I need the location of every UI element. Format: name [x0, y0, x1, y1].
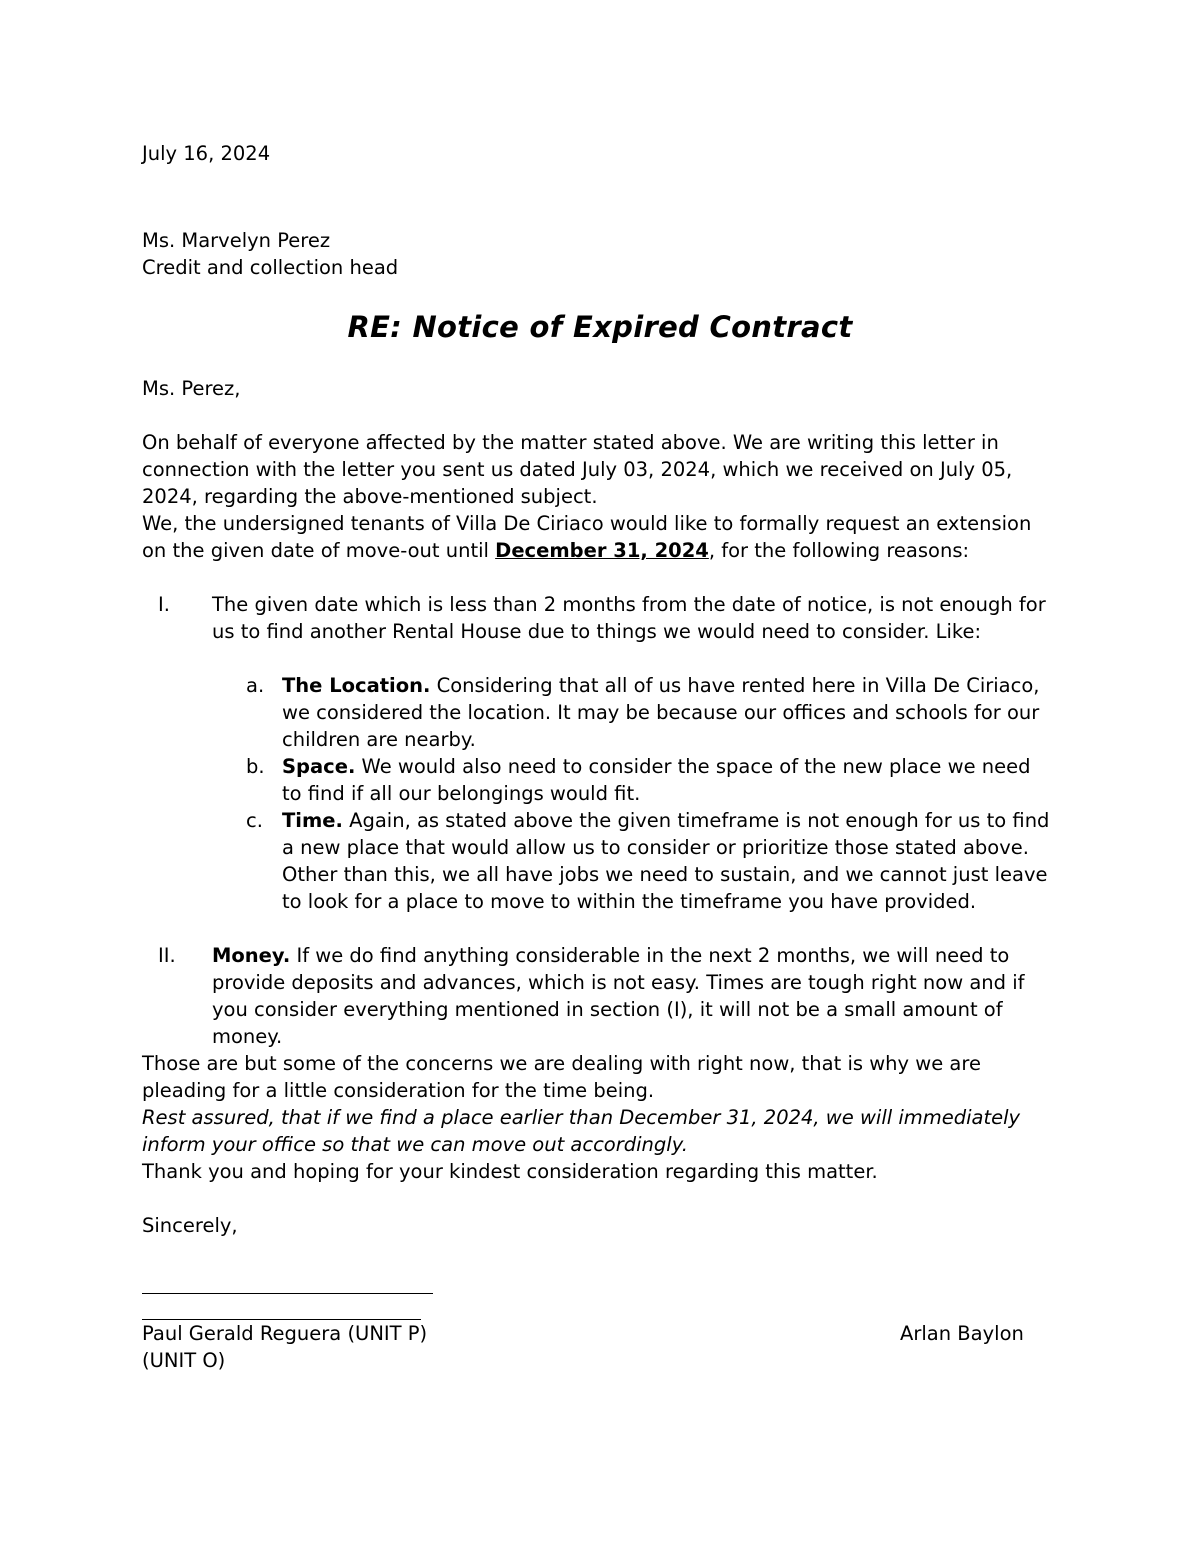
signatory-2-name: Arlan Baylon	[900, 1322, 1024, 1345]
sub-item-a	[282, 672, 1052, 753]
reason-2-text: If we do find anything considerable in the next 2 months, we will need to provide deposits and advances, which is not easy. Times are tough right now and if you consider everything mentioned in section (I), it will not be a small amount of money.	[212, 944, 1025, 1048]
sub-item-b	[282, 753, 1052, 807]
sub-item-c-marker: c.	[246, 809, 263, 832]
closing-line: Sincerely,	[142, 1214, 238, 1237]
request-text-after: , for the following reasons:	[708, 539, 970, 562]
reason-1-marker: I.	[158, 593, 170, 616]
letter-subject: RE: Notice of Expired Contract	[347, 310, 853, 344]
reason-1-text: The given date which is less than 2 months from the date of notice, is not enough for us to find another Rental House due to things we would need to consider. Like:	[212, 593, 1046, 643]
sub-item-b-marker: b.	[246, 755, 265, 778]
sub-item-c-title: Time.	[282, 809, 343, 832]
sub-item-b-title: Space.	[282, 755, 356, 778]
request-paragraph	[142, 510, 1042, 564]
sub-item-a-title: The Location.	[282, 674, 431, 697]
sub-item-c-text: Again, as stated above the given timeframe is not enough for us to find a new place that would allow us to consider or prioritize those stated above. Other than this, we all have jobs we need to sustain, and we cannot just leave to look for a place to move to within the timeframe you have provided.	[282, 809, 1050, 913]
sub-item-a-text: Considering that all of us have rented here in Villa De Ciriaco, we considered the location. It may be because our offices and schools for our children are nearby.	[282, 674, 1040, 751]
signature-line-1	[142, 1293, 433, 1294]
signatory-2-unit: (UNIT O)	[142, 1349, 226, 1372]
signatory-1-name: Paul Gerald Reguera (UNIT P)	[142, 1322, 428, 1345]
recipient-name: Ms. Marvelyn Perez	[142, 229, 331, 252]
request-text-before: We, the undersigned tenants of Villa De Ciriaco would like to formally request an extension on the given date of move-out until	[142, 512, 1032, 562]
thanks-line: Thank you and hoping for your kindest consideration regarding this matter.	[142, 1160, 878, 1183]
sub-item-c	[282, 807, 1060, 915]
concerns-paragraph: Those are but some of the concerns we are dealing with right now, that is why we are pleading for a little consideration for the time being.	[142, 1052, 981, 1102]
assurance-paragraph: Rest assured, that if we find a place earlier than December 31, 2024, we will immediately inform your office so that we can move out accordingly.	[142, 1106, 1021, 1156]
salutation: Ms. Perez,	[142, 377, 241, 400]
reason-2	[212, 942, 1052, 1050]
letter-date: July 16, 2024	[142, 142, 271, 165]
sub-item-b-text: We would also need to consider the space of the new place we need to find if all our belongings would fit.	[282, 755, 1031, 805]
recipient-title: Credit and collection head	[142, 256, 399, 279]
request-date: December 31, 2024	[495, 539, 709, 562]
reason-2-marker: II.	[158, 944, 176, 967]
sub-item-a-marker: a.	[246, 674, 265, 697]
intro-paragraph: On behalf of everyone affected by the matter stated above. We are writing this letter in connection with the letter you sent us dated July 03, 2024, which we received on July 05, 2024, regarding the above-mentioned subject.	[142, 431, 1013, 508]
reason-2-title: Money.	[212, 944, 291, 967]
